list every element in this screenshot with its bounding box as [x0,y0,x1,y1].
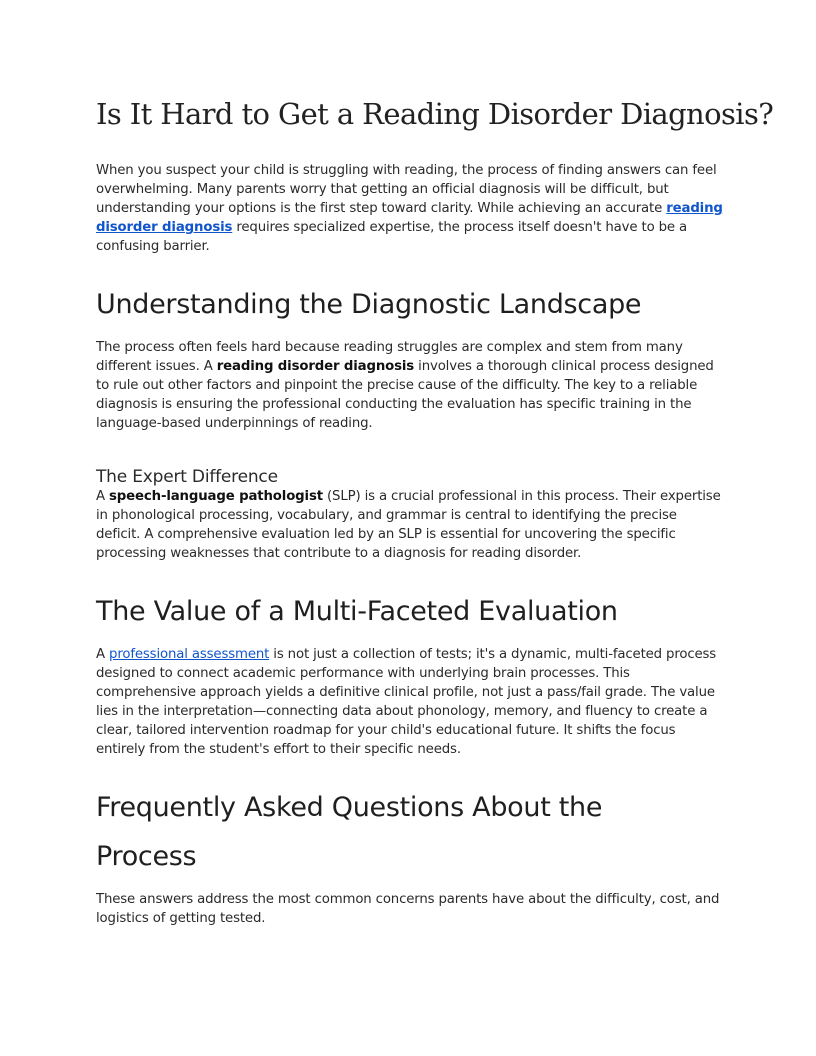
section1-text-before: The process often feels hard because reading struggles are complex and stem from many different issues. A [96,340,683,374]
section2-text-after: is not just a collection of tests; it's a dynamic, multi-faceted process designed to connect academic performance with underlying brain processes. This comprehensive approach yields a definitive clinical profile, not just a pass/fail grade. The value lies in the interpretation—connecting data about phonology, memory, and fluency to create a clear, tailored intervention roadmap for your child's educational future. It shifts the focus entirely from the student's effort to their specific needs. [96,647,717,757]
intro-paragraph [96,161,724,256]
reading-disorder-diagnosis-link[interactable]: reading disorder diagnosis [96,201,723,235]
subsection-bold-term: speech-language pathologist [109,489,323,504]
section-heading-diagnostic-landscape: Understanding the Diagnostic Landscape [96,289,642,320]
professional-assessment-link[interactable]: professional assessment [109,647,270,662]
subsection-heading-expert-difference: The Expert Difference [96,467,278,487]
diagnostic-landscape-paragraph [96,338,724,433]
multi-faceted-evaluation-paragraph [96,645,724,759]
intro-text-before: When you suspect your child is struggling with reading, the process of finding answers can feel overwhelming. Many parents worry that getting an official diagnosis will be difficult, but understanding your options is the first step toward clarity. While achieving an accurate [96,163,717,216]
section-heading-faq-line2: Process [96,841,197,872]
page-title: Is It Hard to Get a Reading Disorder Diagnosis? [96,97,774,131]
subsection-text-after: (SLP) is a crucial professional in this process. Their expertise in phonological processing, vocabulary, and grammar is central to identifying the precise deficit. A comprehensive evaluation led by an SLP is essential for uncovering the specific processing weaknesses that contribute to a diagnosis for reading disorder. [96,489,721,561]
section-heading-faq-line1: Frequently Asked Questions About the [96,792,603,823]
faq-intro-paragraph: These answers address the most common concerns parents have about the difficulty, cost, and logistics of getting tested. [96,892,720,926]
section1-text-after: involves a thorough clinical process designed to rule out other factors and pinpoint the precise cause of the difficulty. The key to a reliable diagnosis is ensuring the professional conducting the evaluation has specific training in the language-based underpinnings of reading. [96,359,714,431]
section1-bold-term: reading disorder diagnosis [216,359,415,374]
subsection-text-before: A [96,489,110,504]
intro-text-after: requires specialized expertise, the process itself doesn't have to be a confusing barrier. [96,220,688,254]
section-heading-multi-faceted-evaluation: The Value of a Multi-Faceted Evaluation [96,596,618,627]
expert-difference-paragraph [96,487,724,563]
section2-text-before: A [96,647,110,662]
